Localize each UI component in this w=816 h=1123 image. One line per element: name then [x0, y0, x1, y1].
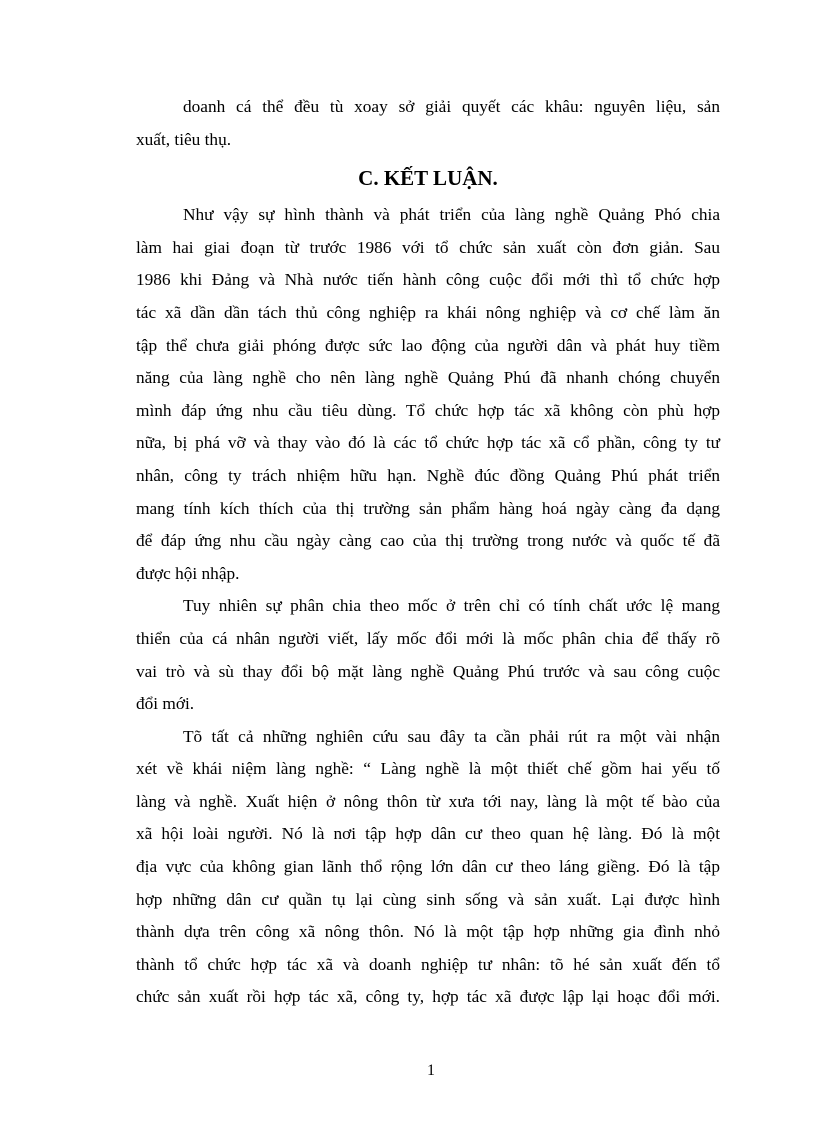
paragraph-line: hợp những dân cư quần tụ lại cùng sinh sống và sản xuất. Lại được hình — [136, 889, 720, 909]
paragraph-2 — [136, 590, 720, 720]
page-number: 1 — [427, 1062, 435, 1079]
paragraph-line: làng và nghề. Xuất hiện ở nông thôn từ xưa tới nay, làng là một tế bào của — [136, 791, 720, 811]
paragraph-line: Như vậy sự hình thành và phát triển của làng nghề Quảng Phó chia — [183, 205, 720, 225]
paragraph-line: thành dựa trên công xã nông thôn. Nó là một tập hợp những gia đình nhỏ — [136, 922, 720, 942]
paragraph-line: vai trò và sù thay đổi bộ mặt làng nghề Quảng Phú trước và sau công cuộc — [136, 661, 720, 681]
section-heading: C. KẾT LUẬN. — [358, 166, 498, 191]
paragraph-line: để đáp ứng nhu cầu ngày càng cao của thị trường trong nước và quốc tế đã — [136, 531, 720, 551]
continuation-line-2: xuất, tiêu thụ. — [136, 129, 232, 149]
paragraph-line: nữa, bị phá vỡ và thay vào đó là các tổ chức hợp tác xã cổ phần, công ty tư — [136, 433, 720, 453]
paragraph-line: địa vực của không gian lãnh thổ rộng lớn dân cư theo láng giềng. Đó là tập — [136, 857, 720, 877]
paragraph-3 — [136, 721, 720, 1014]
paragraph-line: Tõ tất cả những nghiên cứu sau đây ta cần phải rút ra một vài nhận — [183, 726, 720, 746]
paragraph-line: đổi mới. — [136, 694, 195, 714]
paragraph-line: làm hai giai đoạn từ trước 1986 với tổ chức sản xuất còn đơn giản. Sau — [136, 237, 720, 257]
paragraph-line: thành tổ chức hợp tác xã và doanh nghiệp tư nhân: tõ hé sản xuất đến tổ — [136, 954, 720, 974]
continuation-line-1: doanh cá thể đều tù xoay sở giải quyết các khâu: nguyên liệu, sản — [183, 97, 720, 116]
paragraph-line: tập thể chưa giải phóng được sức lao động của người dân và phát huy tiềm — [136, 335, 720, 355]
paragraph-line: tác xã dần dần tách thủ công nghiệp ra khái nông nghiệp và cơ chế làm ăn — [136, 302, 720, 322]
paragraph-line: mình đáp ứng nhu cầu tiêu dùng. Tổ chức hợp tác xã không còn phù hợp — [136, 400, 720, 420]
paragraph-line: được hội nhập. — [136, 563, 240, 583]
paragraph-line: năng của làng nghề cho nên làng nghề Quảng Phú đã nhanh chóng chuyển — [136, 368, 720, 388]
paragraph-line: thiển của cá nhân người viết, lấy mốc đổi mới là mốc phân chia để thấy rõ — [136, 628, 720, 648]
paragraph-1 — [136, 199, 720, 590]
paragraph-line: 1986 khi Đảng và Nhà nước tiến hành công cuộc đổi mới thì tổ chức hợp — [136, 270, 720, 290]
paragraph-line: xã hội loài người. Nó là nơi tập hợp dân cư theo quan hệ làng. Đó là một — [136, 824, 720, 844]
paragraph-line: mang tính kích thích của thị trường sản phẩm hàng hoá ngày càng đa dạng — [136, 498, 720, 518]
paragraph-line: nhân, công ty trách nhiệm hữu hạn. Nghề đúc đồng Quảng Phú phát triển — [136, 465, 720, 485]
page-body — [136, 91, 720, 1014]
paragraph-line: Tuy nhiên sự phân chia theo mốc ở trên chỉ có tính chất ước lệ mang — [183, 596, 720, 616]
paragraph-line: chức sản xuất rồi hợp tác xã, công ty, hợp tác xã được lập lại hoạc đổi mới. — [136, 987, 720, 1007]
paragraph-line: xét về khái niệm làng nghề: “ Làng nghề là một thiết chế gồm hai yếu tố — [136, 759, 720, 779]
